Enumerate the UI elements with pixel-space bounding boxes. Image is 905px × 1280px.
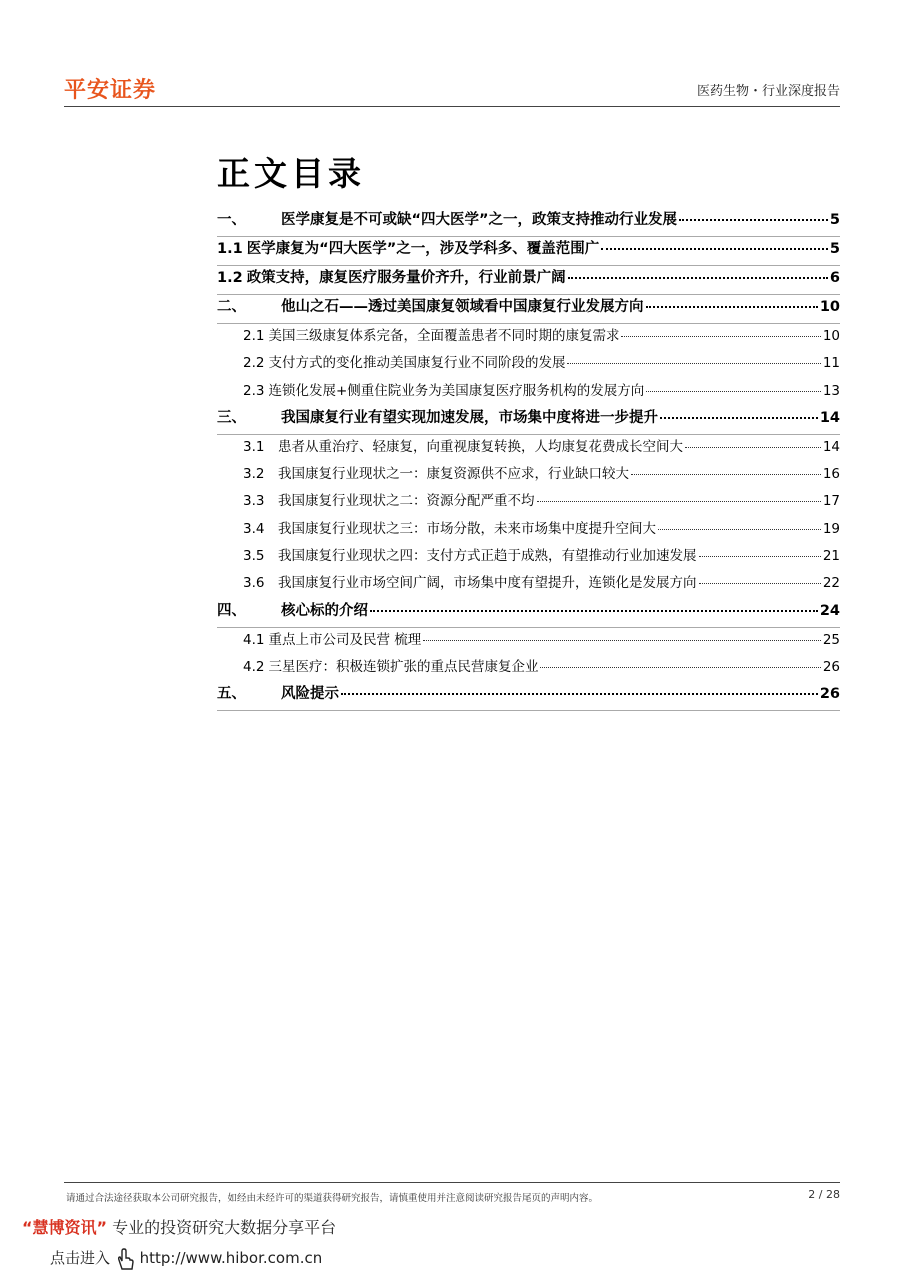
toc-row[interactable] [217,489,840,516]
toc-leader [631,473,821,475]
toc-title[interactable]: 我国康复行业市场空间广阔，市场集中度有望提升，连锁化是发展方向 [278,575,697,592]
footer-divider [64,1182,840,1183]
toc-title[interactable]: 政策支持，康复医疗服务量价齐升，行业前景广阔 [246,270,566,286]
toc-title[interactable]: 美国三级康复体系完备，全面覆盖患者不同时期的康复需求 [268,328,620,344]
toc-page: 5 [829,212,840,228]
toc-page: 5 [829,241,840,257]
hand-pointer-icon [115,1248,135,1270]
toc-row[interactable] [217,628,840,655]
toc-number: 三、 [217,409,246,426]
toc-row[interactable] [217,544,840,571]
toc-row[interactable] [217,208,840,237]
toc-page: 14 [819,409,840,426]
toc-page: 26 [819,686,840,703]
toc-leader [621,335,820,337]
toc-leader [679,218,828,221]
toc-row[interactable] [217,655,840,682]
toc-page: 11 [822,355,840,372]
toc-leader [370,609,818,612]
toc-title[interactable]: 患者从重治疗、轻康复，向重视康复转换，人均康复花费成长空间大 [278,438,683,455]
toc-number: 3.4 [243,520,265,537]
toc-leader [685,446,821,448]
site-link[interactable] [50,1247,322,1270]
toc-title[interactable]: 我国康复行业现状之二：资源分配严重不均 [278,493,535,510]
report-category: 医药生物・行业深度报告 [696,84,840,99]
promo-brand: “慧博资讯” [22,1218,108,1237]
toc-page: 25 [822,631,840,648]
promo-text: 专业的投资研究大数据分享平台 [112,1218,337,1237]
toc-leader [567,362,820,364]
toc-number: 一、 [217,212,246,228]
toc-row[interactable] [217,266,840,295]
toc-page: 16 [822,466,840,483]
toc-row[interactable] [217,351,840,378]
toc-leader [540,666,820,668]
toc-number: 3.3 [243,493,265,510]
toc-leader [658,528,821,530]
toc-title[interactable]: 我国康复行业有望实现加速发展，市场集中度将进一步提升 [281,409,658,426]
toc-title[interactable]: 风险提示 [281,686,339,703]
toc-page: 21 [822,548,840,565]
page-header [64,72,840,107]
toc-title[interactable]: 连锁化发展+侧重住院业务为美国康复医疗服务机构的发展方向 [268,382,645,399]
toc-row[interactable] [217,295,840,324]
toc-title[interactable]: 他山之石——透过美国康复领域看中国康复行业发展方向 [281,299,644,315]
toc-page: 10 [822,328,840,344]
toc-leader [646,305,818,308]
toc-number: 3.5 [243,548,265,565]
toc-row[interactable] [217,599,840,628]
toc-leader [423,639,821,641]
toc-number: 四、 [217,602,246,619]
toc-leader [568,276,828,279]
toc-number: 2.1 [243,328,265,344]
table-of-contents [217,208,840,711]
toc-leader [341,692,818,695]
toc-number: 3.1 [243,438,265,455]
toc-title[interactable]: 我国康复行业现状之三：市场分散，未来市场集中度提升空间大 [278,520,656,537]
footer-disclaimer: 请通过合法途径获取本公司研究报告，如经由未经许可的渠道获得研究报告，请慎重使用并注意阅读研究报告尾页的声明内容。 [66,1193,599,1204]
toc-number: 1.1 [217,241,243,257]
toc-number: 五、 [217,686,246,703]
toc-row[interactable] [217,324,840,351]
toc-page: 24 [819,602,840,619]
link-url[interactable]: http://www.hibor.com.cn [139,1249,323,1267]
toc-leader [699,555,821,557]
toc-row[interactable] [217,406,840,435]
toc-leader [699,582,821,584]
toc-leader [601,247,828,250]
toc-row[interactable] [217,682,840,711]
toc-leader [646,390,821,392]
toc-number: 2.2 [243,355,265,372]
toc-title[interactable]: 我国康复行业现状之一：康复资源供不应求，行业缺口较大 [278,466,629,483]
toc-page: 22 [822,575,840,592]
toc-number: 二、 [217,299,246,315]
link-prefix: 点击进入 [50,1249,111,1267]
toc-leader [537,500,821,502]
toc-row[interactable] [217,517,840,544]
toc-title[interactable]: 核心标的介绍 [281,602,368,619]
page-title: 正文目录 [217,154,365,193]
toc-title[interactable]: 医学康复为“四大医学”之一，涉及学科多、覆盖范围广 [246,241,600,257]
toc-number: 3.6 [243,575,265,592]
promo-banner [22,1215,336,1238]
toc-title[interactable]: 医学康复是不可或缺“四大医学”之一，政策支持推动行业发展 [281,212,678,228]
toc-page: 13 [822,382,840,399]
toc-row[interactable] [217,462,840,489]
toc-leader [660,416,818,419]
toc-page: 6 [829,270,840,286]
page-number: 2 / 28 [808,1188,840,1201]
toc-row[interactable] [217,435,840,462]
toc-title[interactable]: 支付方式的变化推动美国康复行业不同阶段的发展 [268,355,566,372]
toc-page: 10 [819,299,840,315]
toc-title[interactable]: 三星医疗：积极连锁扩张的重点民营康复企业 [268,658,539,675]
toc-page: 19 [822,520,840,537]
toc-number: 4.1 [243,631,265,648]
toc-row[interactable] [217,237,840,266]
toc-page: 14 [822,438,840,455]
toc-number: 4.2 [243,658,265,675]
toc-row[interactable] [217,571,840,598]
toc-title[interactable]: 重点上市公司及民营 梳理 [268,631,422,648]
toc-page: 26 [822,658,840,675]
toc-number: 1.2 [217,270,243,286]
brand-logo: 平安证券 [64,78,157,103]
toc-row[interactable] [217,379,840,406]
toc-title[interactable]: 我国康复行业现状之四：支付方式正趋于成熟，有望推动行业加速发展 [278,548,697,565]
toc-page: 17 [822,493,840,510]
toc-number: 2.3 [243,382,265,399]
toc-number: 3.2 [243,466,265,483]
